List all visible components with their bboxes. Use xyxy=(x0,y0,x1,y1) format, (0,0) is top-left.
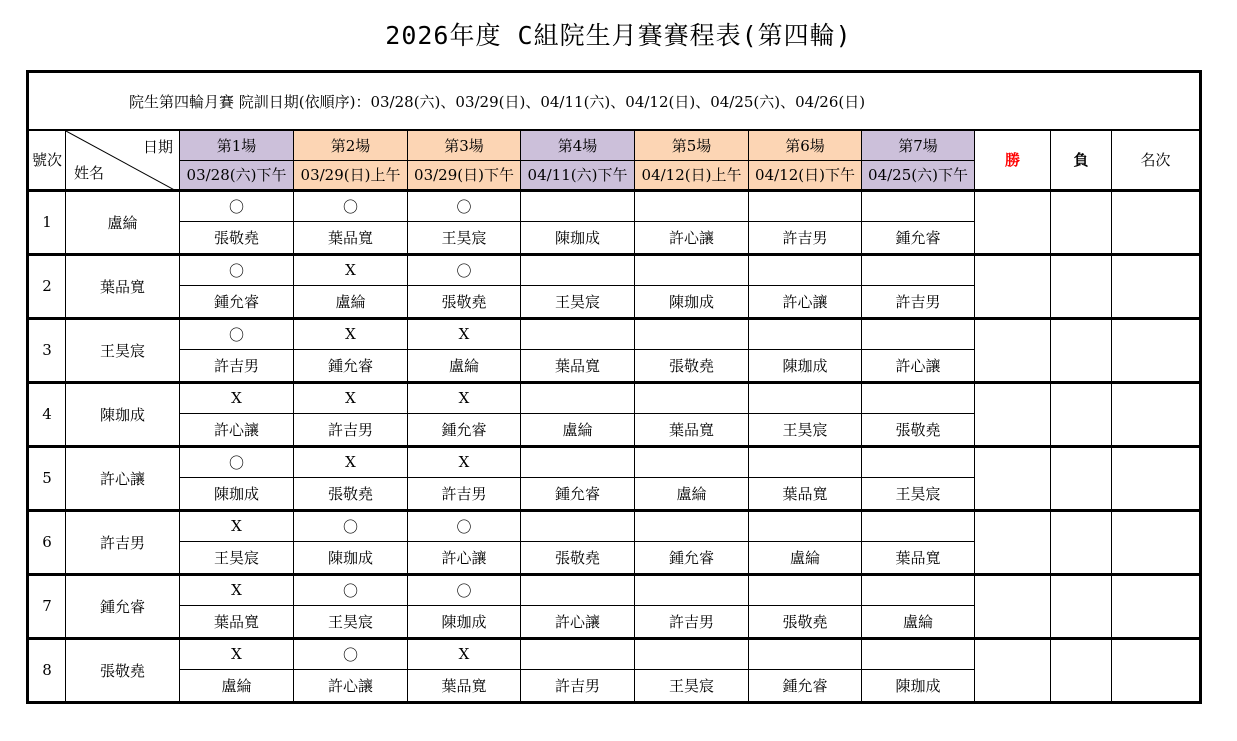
player-name: 張敬堯 xyxy=(66,638,180,702)
match-result xyxy=(862,446,975,477)
player-name: 鍾允睿 xyxy=(66,574,180,638)
match-result xyxy=(749,382,862,413)
match-opponent: 王昊宸 xyxy=(635,669,749,702)
match-result: 〇 xyxy=(294,574,408,605)
match-result xyxy=(521,254,635,285)
match-result xyxy=(635,254,749,285)
match-opponent: 葉品寬 xyxy=(294,221,408,254)
player-number: 5 xyxy=(28,446,66,510)
match-opponent: 鍾允睿 xyxy=(294,349,408,382)
match-result xyxy=(862,190,975,221)
header-win: 勝 xyxy=(975,130,1051,190)
place-cell xyxy=(1112,510,1201,574)
match-opponent: 盧綸 xyxy=(635,477,749,510)
match-result xyxy=(521,318,635,349)
round-1-label: 第1場 xyxy=(180,130,294,160)
loss-count xyxy=(1051,318,1112,382)
round-6-label: 第6場 xyxy=(749,130,862,160)
match-result: 〇 xyxy=(408,574,521,605)
match-result xyxy=(521,510,635,541)
schedule-info: 院生第四輪月賽 院訓日期(依順序)：03/28(六)、03/29(日)、04/11(六)、04/12(日)、04/25(六)、04/26(日) xyxy=(28,72,1201,131)
player-row xyxy=(28,382,1201,413)
player-number: 6 xyxy=(28,510,66,574)
match-opponent: 盧綸 xyxy=(749,541,862,574)
match-result xyxy=(521,190,635,221)
loss-count xyxy=(1051,510,1112,574)
match-opponent: 鍾允睿 xyxy=(180,285,294,318)
player-row xyxy=(28,190,1201,221)
player-row xyxy=(28,318,1201,349)
match-result: X xyxy=(180,510,294,541)
player-name: 許心讓 xyxy=(66,446,180,510)
match-opponent: 許吉男 xyxy=(408,477,521,510)
match-result xyxy=(749,190,862,221)
match-result: X xyxy=(408,638,521,669)
match-opponent: 張敬堯 xyxy=(749,605,862,638)
match-result xyxy=(635,638,749,669)
page-title: 2026年度 C組院生月賽賽程表(第四輪) xyxy=(385,21,852,50)
match-opponent: 許吉男 xyxy=(521,669,635,702)
player-row xyxy=(28,638,1201,669)
match-result xyxy=(862,574,975,605)
match-result: X xyxy=(294,318,408,349)
match-result: 〇 xyxy=(408,190,521,221)
match-opponent: 張敬堯 xyxy=(294,477,408,510)
player-number: 8 xyxy=(28,638,66,702)
win-count xyxy=(975,446,1051,510)
match-opponent: 張敬堯 xyxy=(862,413,975,446)
player-row xyxy=(28,446,1201,477)
match-opponent: 許心讓 xyxy=(180,413,294,446)
match-opponent: 陳珈成 xyxy=(521,221,635,254)
match-result: X xyxy=(180,638,294,669)
match-result: 〇 xyxy=(180,190,294,221)
header-place: 名次 xyxy=(1112,130,1201,190)
match-result: X xyxy=(294,254,408,285)
loss-count xyxy=(1051,446,1112,510)
match-opponent: 盧綸 xyxy=(294,285,408,318)
header-rank-no: 號次 xyxy=(28,130,66,190)
match-opponent: 王昊宸 xyxy=(180,541,294,574)
match-opponent: 王昊宸 xyxy=(294,605,408,638)
match-opponent: 王昊宸 xyxy=(749,413,862,446)
match-opponent: 陳珈成 xyxy=(749,349,862,382)
player-number: 4 xyxy=(28,382,66,446)
match-opponent: 葉品寬 xyxy=(408,669,521,702)
place-cell xyxy=(1112,318,1201,382)
place-cell xyxy=(1112,254,1201,318)
loss-count xyxy=(1051,254,1112,318)
win-count xyxy=(975,318,1051,382)
match-opponent: 許心讓 xyxy=(294,669,408,702)
loss-count xyxy=(1051,382,1112,446)
match-opponent: 張敬堯 xyxy=(635,349,749,382)
loss-count xyxy=(1051,638,1112,702)
match-result xyxy=(635,446,749,477)
match-result xyxy=(862,382,975,413)
place-cell xyxy=(1112,574,1201,638)
match-opponent: 盧綸 xyxy=(408,349,521,382)
match-opponent: 葉品寬 xyxy=(635,413,749,446)
match-opponent: 鍾允睿 xyxy=(862,221,975,254)
player-name: 盧綸 xyxy=(66,190,180,254)
match-result xyxy=(862,638,975,669)
match-opponent: 陳珈成 xyxy=(408,605,521,638)
player-row xyxy=(28,254,1201,285)
match-result: X xyxy=(408,318,521,349)
match-result: 〇 xyxy=(408,254,521,285)
loss-count xyxy=(1051,574,1112,638)
match-result xyxy=(749,574,862,605)
loss-count xyxy=(1051,190,1112,254)
match-result xyxy=(749,318,862,349)
round-4-date: 04/11(六)下午 xyxy=(521,160,635,190)
round-3-label: 第3場 xyxy=(408,130,521,160)
match-opponent: 許心讓 xyxy=(749,285,862,318)
match-result xyxy=(521,574,635,605)
place-cell xyxy=(1112,638,1201,702)
match-opponent: 許心讓 xyxy=(635,221,749,254)
round-1-date: 03/28(六)下午 xyxy=(180,160,294,190)
match-result xyxy=(749,510,862,541)
player-number: 2 xyxy=(28,254,66,318)
player-name: 葉品寬 xyxy=(66,254,180,318)
match-result: 〇 xyxy=(294,638,408,669)
match-result: 〇 xyxy=(180,446,294,477)
round-3-date: 03/29(日)下午 xyxy=(408,160,521,190)
match-result: 〇 xyxy=(180,318,294,349)
match-opponent: 許吉男 xyxy=(749,221,862,254)
round-4-label: 第4場 xyxy=(521,130,635,160)
match-result xyxy=(862,254,975,285)
match-result xyxy=(521,446,635,477)
player-number: 1 xyxy=(28,190,66,254)
match-result: X xyxy=(408,382,521,413)
match-opponent: 鍾允睿 xyxy=(749,669,862,702)
match-opponent: 葉品寬 xyxy=(180,605,294,638)
match-result: 〇 xyxy=(180,254,294,285)
player-number: 3 xyxy=(28,318,66,382)
match-result: 〇 xyxy=(294,510,408,541)
player-name: 陳珈成 xyxy=(66,382,180,446)
win-count xyxy=(975,638,1051,702)
match-result xyxy=(749,638,862,669)
match-result: 〇 xyxy=(294,190,408,221)
match-result xyxy=(862,510,975,541)
match-opponent: 盧綸 xyxy=(521,413,635,446)
player-number: 7 xyxy=(28,574,66,638)
match-opponent: 王昊宸 xyxy=(862,477,975,510)
match-result xyxy=(862,318,975,349)
place-cell xyxy=(1112,446,1201,510)
header-date: 日期 xyxy=(142,138,173,156)
match-result xyxy=(521,638,635,669)
place-cell xyxy=(1112,190,1201,254)
match-result: X xyxy=(180,382,294,413)
match-opponent: 張敬堯 xyxy=(180,221,294,254)
match-opponent: 鍾允睿 xyxy=(408,413,521,446)
match-result: X xyxy=(294,382,408,413)
round-7-label: 第7場 xyxy=(862,130,975,160)
header-date-name xyxy=(66,130,180,190)
match-opponent: 王昊宸 xyxy=(408,221,521,254)
match-result: X xyxy=(408,446,521,477)
header-loss: 負 xyxy=(1051,130,1112,190)
player-name: 王昊宸 xyxy=(66,318,180,382)
place-cell xyxy=(1112,382,1201,446)
match-result xyxy=(635,382,749,413)
player-row xyxy=(28,574,1201,605)
match-opponent: 陳珈成 xyxy=(180,477,294,510)
match-opponent: 鍾允睿 xyxy=(521,477,635,510)
player-row xyxy=(28,510,1201,541)
match-opponent: 許心讓 xyxy=(408,541,521,574)
match-opponent: 陳珈成 xyxy=(635,285,749,318)
match-opponent: 陳珈成 xyxy=(862,669,975,702)
schedule-table xyxy=(26,70,1202,704)
match-opponent: 許吉男 xyxy=(862,285,975,318)
match-opponent: 許心讓 xyxy=(521,605,635,638)
match-result xyxy=(521,382,635,413)
match-result xyxy=(749,446,862,477)
win-count xyxy=(975,574,1051,638)
round-7-date: 04/25(六)下午 xyxy=(862,160,975,190)
match-opponent: 許吉男 xyxy=(294,413,408,446)
match-opponent: 許吉男 xyxy=(635,605,749,638)
match-result xyxy=(635,318,749,349)
match-opponent: 盧綸 xyxy=(180,669,294,702)
round-5-label: 第5場 xyxy=(635,130,749,160)
round-2-date: 03/29(日)上午 xyxy=(294,160,408,190)
match-result xyxy=(749,254,862,285)
match-result xyxy=(635,190,749,221)
match-opponent: 王昊宸 xyxy=(521,285,635,318)
win-count xyxy=(975,254,1051,318)
match-result: X xyxy=(294,446,408,477)
match-result xyxy=(635,510,749,541)
match-opponent: 張敬堯 xyxy=(521,541,635,574)
match-opponent: 盧綸 xyxy=(862,605,975,638)
match-result: X xyxy=(180,574,294,605)
match-opponent: 葉品寬 xyxy=(862,541,975,574)
match-opponent: 鍾允睿 xyxy=(635,541,749,574)
win-count xyxy=(975,190,1051,254)
match-opponent: 許心讓 xyxy=(862,349,975,382)
match-result: 〇 xyxy=(408,510,521,541)
match-result xyxy=(635,574,749,605)
round-2-label: 第2場 xyxy=(294,130,408,160)
match-opponent: 葉品寬 xyxy=(521,349,635,382)
match-opponent: 許吉男 xyxy=(180,349,294,382)
match-opponent: 張敬堯 xyxy=(408,285,521,318)
header-name: 姓名 xyxy=(74,163,105,182)
win-count xyxy=(975,510,1051,574)
match-opponent: 陳珈成 xyxy=(294,541,408,574)
win-count xyxy=(975,382,1051,446)
player-name: 許吉男 xyxy=(66,510,180,574)
round-5-date: 04/12(日)上午 xyxy=(635,160,749,190)
match-opponent: 葉品寬 xyxy=(749,477,862,510)
round-6-date: 04/12(日)下午 xyxy=(749,160,862,190)
